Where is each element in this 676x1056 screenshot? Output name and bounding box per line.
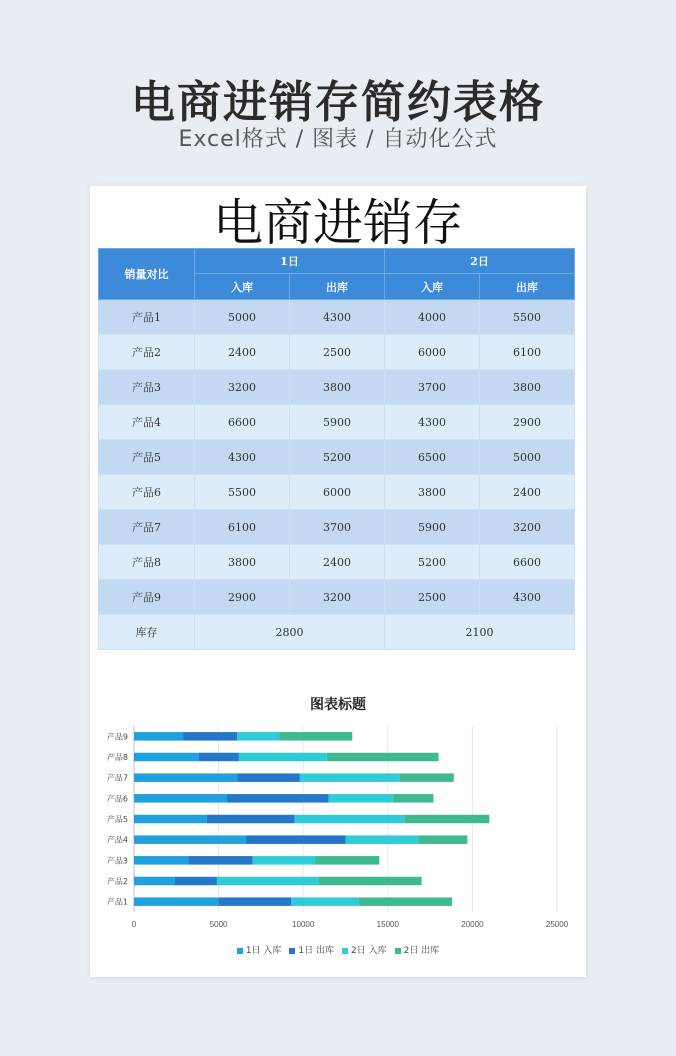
inventory-table	[98, 248, 575, 650]
bar-segment	[188, 856, 252, 865]
table-row	[99, 580, 575, 615]
table-cell: 4000	[385, 300, 480, 335]
table-cell: 3800	[195, 545, 290, 580]
table-cell: 5500	[195, 475, 290, 510]
table-cell: 4300	[290, 300, 385, 335]
legend-swatch	[395, 948, 401, 954]
table-cell: 6100	[195, 510, 290, 545]
legend-label: 2日 入库	[351, 946, 387, 956]
bar-segment	[198, 753, 239, 762]
bar-segment	[237, 773, 300, 782]
bar-segment	[134, 835, 246, 844]
bar-segment	[237, 732, 279, 741]
day-header: 1日	[195, 249, 385, 274]
bar-segment	[327, 753, 439, 762]
x-tick-label: 25000	[545, 920, 569, 929]
chart-legend	[90, 943, 586, 956]
bar-segment	[134, 856, 188, 865]
table-cell: 2500	[385, 580, 480, 615]
table-cell: 4300	[385, 405, 480, 440]
sheet-title: 电商进销存	[213, 194, 463, 248]
y-tick-label: 产品5	[106, 815, 128, 824]
stock-row	[99, 615, 575, 650]
bar-segment	[246, 835, 346, 844]
table-cell: 3700	[385, 370, 480, 405]
stock-day1: 2800	[195, 615, 385, 650]
table-cell: 6100	[480, 335, 575, 370]
table-cell: 2400	[480, 475, 575, 510]
product-name: 产品9	[99, 580, 195, 615]
bar-segment	[207, 815, 295, 824]
bar-segment	[315, 856, 379, 865]
bar-segment	[175, 877, 217, 886]
sub-header: 入库	[195, 274, 290, 300]
table-cell: 6600	[480, 545, 575, 580]
table-cell: 5200	[385, 545, 480, 580]
table-cell: 6000	[290, 475, 385, 510]
page-subtitle: Excel格式 / 图表 / 自动化公式	[178, 127, 498, 152]
bar-segment	[418, 835, 467, 844]
table-cell: 3200	[480, 510, 575, 545]
bar-segment	[329, 794, 393, 803]
table-cell: 6500	[385, 440, 480, 475]
table-cell: 5500	[480, 300, 575, 335]
legend-swatch	[237, 948, 243, 954]
page-title: 电商进销存简约表格	[131, 77, 545, 128]
bar-segment	[134, 794, 227, 803]
legend-label: 1日 入库	[245, 946, 282, 956]
table-cell: 2500	[290, 335, 385, 370]
bar-segment	[227, 794, 329, 803]
bar-segment	[252, 856, 315, 865]
stock-label: 库存	[99, 615, 195, 650]
table-cell: 5200	[290, 440, 385, 475]
bar-segment	[393, 794, 434, 803]
bar-segment	[217, 877, 319, 886]
x-tick-label: 0	[131, 920, 137, 929]
bar-segment	[134, 773, 237, 782]
bar-segment	[239, 753, 327, 762]
table-cell: 3200	[195, 370, 290, 405]
table-cell: 3800	[480, 370, 575, 405]
y-tick-label: 产品7	[106, 773, 128, 783]
day-header: 2日	[385, 249, 575, 274]
bar-segment	[134, 753, 198, 762]
product-name: 产品4	[99, 405, 195, 440]
table-cell: 4300	[480, 580, 575, 615]
table-row	[99, 405, 575, 440]
table-cell: 3700	[290, 510, 385, 545]
bar-segment	[405, 815, 490, 824]
table-cell: 5900	[290, 405, 385, 440]
x-tick-label: 10000	[292, 920, 315, 929]
product-name: 产品5	[99, 440, 195, 475]
bar-segment	[346, 835, 419, 844]
y-tick-label: 产品9	[106, 732, 128, 742]
legend-label: 1日 出库	[298, 946, 334, 956]
bar-segment	[400, 773, 454, 782]
product-name: 产品8	[99, 545, 195, 580]
sub-header: 出库	[480, 274, 575, 300]
bar-segment	[359, 897, 452, 906]
table-cell: 3200	[290, 580, 385, 615]
sub-header: 入库	[385, 274, 480, 300]
corner-header: 销量对比	[99, 249, 195, 300]
bar-segment	[134, 815, 207, 824]
stacked-bar-chart	[90, 716, 586, 936]
bar-segment	[134, 877, 175, 886]
table-cell: 5900	[385, 510, 480, 545]
chart-title: 图表标题	[310, 697, 366, 713]
x-tick-label: 5000	[209, 920, 228, 929]
y-tick-label: 产品2	[106, 877, 128, 886]
table-cell: 5000	[480, 440, 575, 475]
table-row	[99, 475, 575, 510]
stock-day2: 2100	[385, 615, 575, 650]
bar-segment	[295, 815, 405, 824]
table-cell: 5000	[195, 300, 290, 335]
bar-segment	[318, 877, 421, 886]
x-tick-label: 15000	[376, 920, 399, 929]
product-name: 产品2	[99, 335, 195, 370]
table-cell: 2400	[290, 545, 385, 580]
table-cell: 4300	[195, 440, 290, 475]
table-cell: 3800	[290, 370, 385, 405]
y-tick-label: 产品3	[106, 856, 128, 866]
table-cell: 6000	[385, 335, 480, 370]
legend-item	[395, 943, 440, 956]
y-tick-label: 产品8	[106, 753, 128, 762]
bar-segment	[134, 897, 219, 906]
legend-swatch	[289, 948, 295, 954]
spreadsheet-preview	[90, 186, 586, 977]
table-row	[99, 370, 575, 405]
x-tick-label: 20000	[461, 920, 484, 929]
table-row	[99, 300, 575, 335]
legend-item	[237, 943, 282, 956]
y-tick-label: 产品1	[106, 897, 128, 907]
table-row	[99, 545, 575, 580]
product-name: 产品3	[99, 370, 195, 405]
bar-segment	[280, 732, 353, 741]
table-cell: 2900	[195, 580, 290, 615]
legend-item	[289, 943, 334, 956]
bar-segment	[291, 897, 359, 906]
product-name: 产品6	[99, 475, 195, 510]
legend-item	[342, 943, 387, 956]
table-cell: 3800	[385, 475, 480, 510]
table-row	[99, 440, 575, 475]
table-row	[99, 335, 575, 370]
sub-header: 出库	[290, 274, 385, 300]
product-name: 产品1	[99, 300, 195, 335]
legend-label: 2日 出库	[403, 946, 440, 956]
table-row	[99, 510, 575, 545]
legend-swatch	[342, 948, 348, 954]
table-cell: 2400	[195, 335, 290, 370]
bar-segment	[183, 732, 237, 741]
y-tick-label: 产品6	[106, 794, 128, 804]
bar-segment	[300, 773, 400, 782]
table-cell: 6600	[195, 405, 290, 440]
y-tick-label: 产品4	[106, 835, 128, 845]
table-cell: 2900	[480, 405, 575, 440]
table-header-row	[99, 249, 575, 274]
bar-segment	[219, 897, 292, 906]
bar-segment	[134, 732, 183, 741]
product-name: 产品7	[99, 510, 195, 545]
